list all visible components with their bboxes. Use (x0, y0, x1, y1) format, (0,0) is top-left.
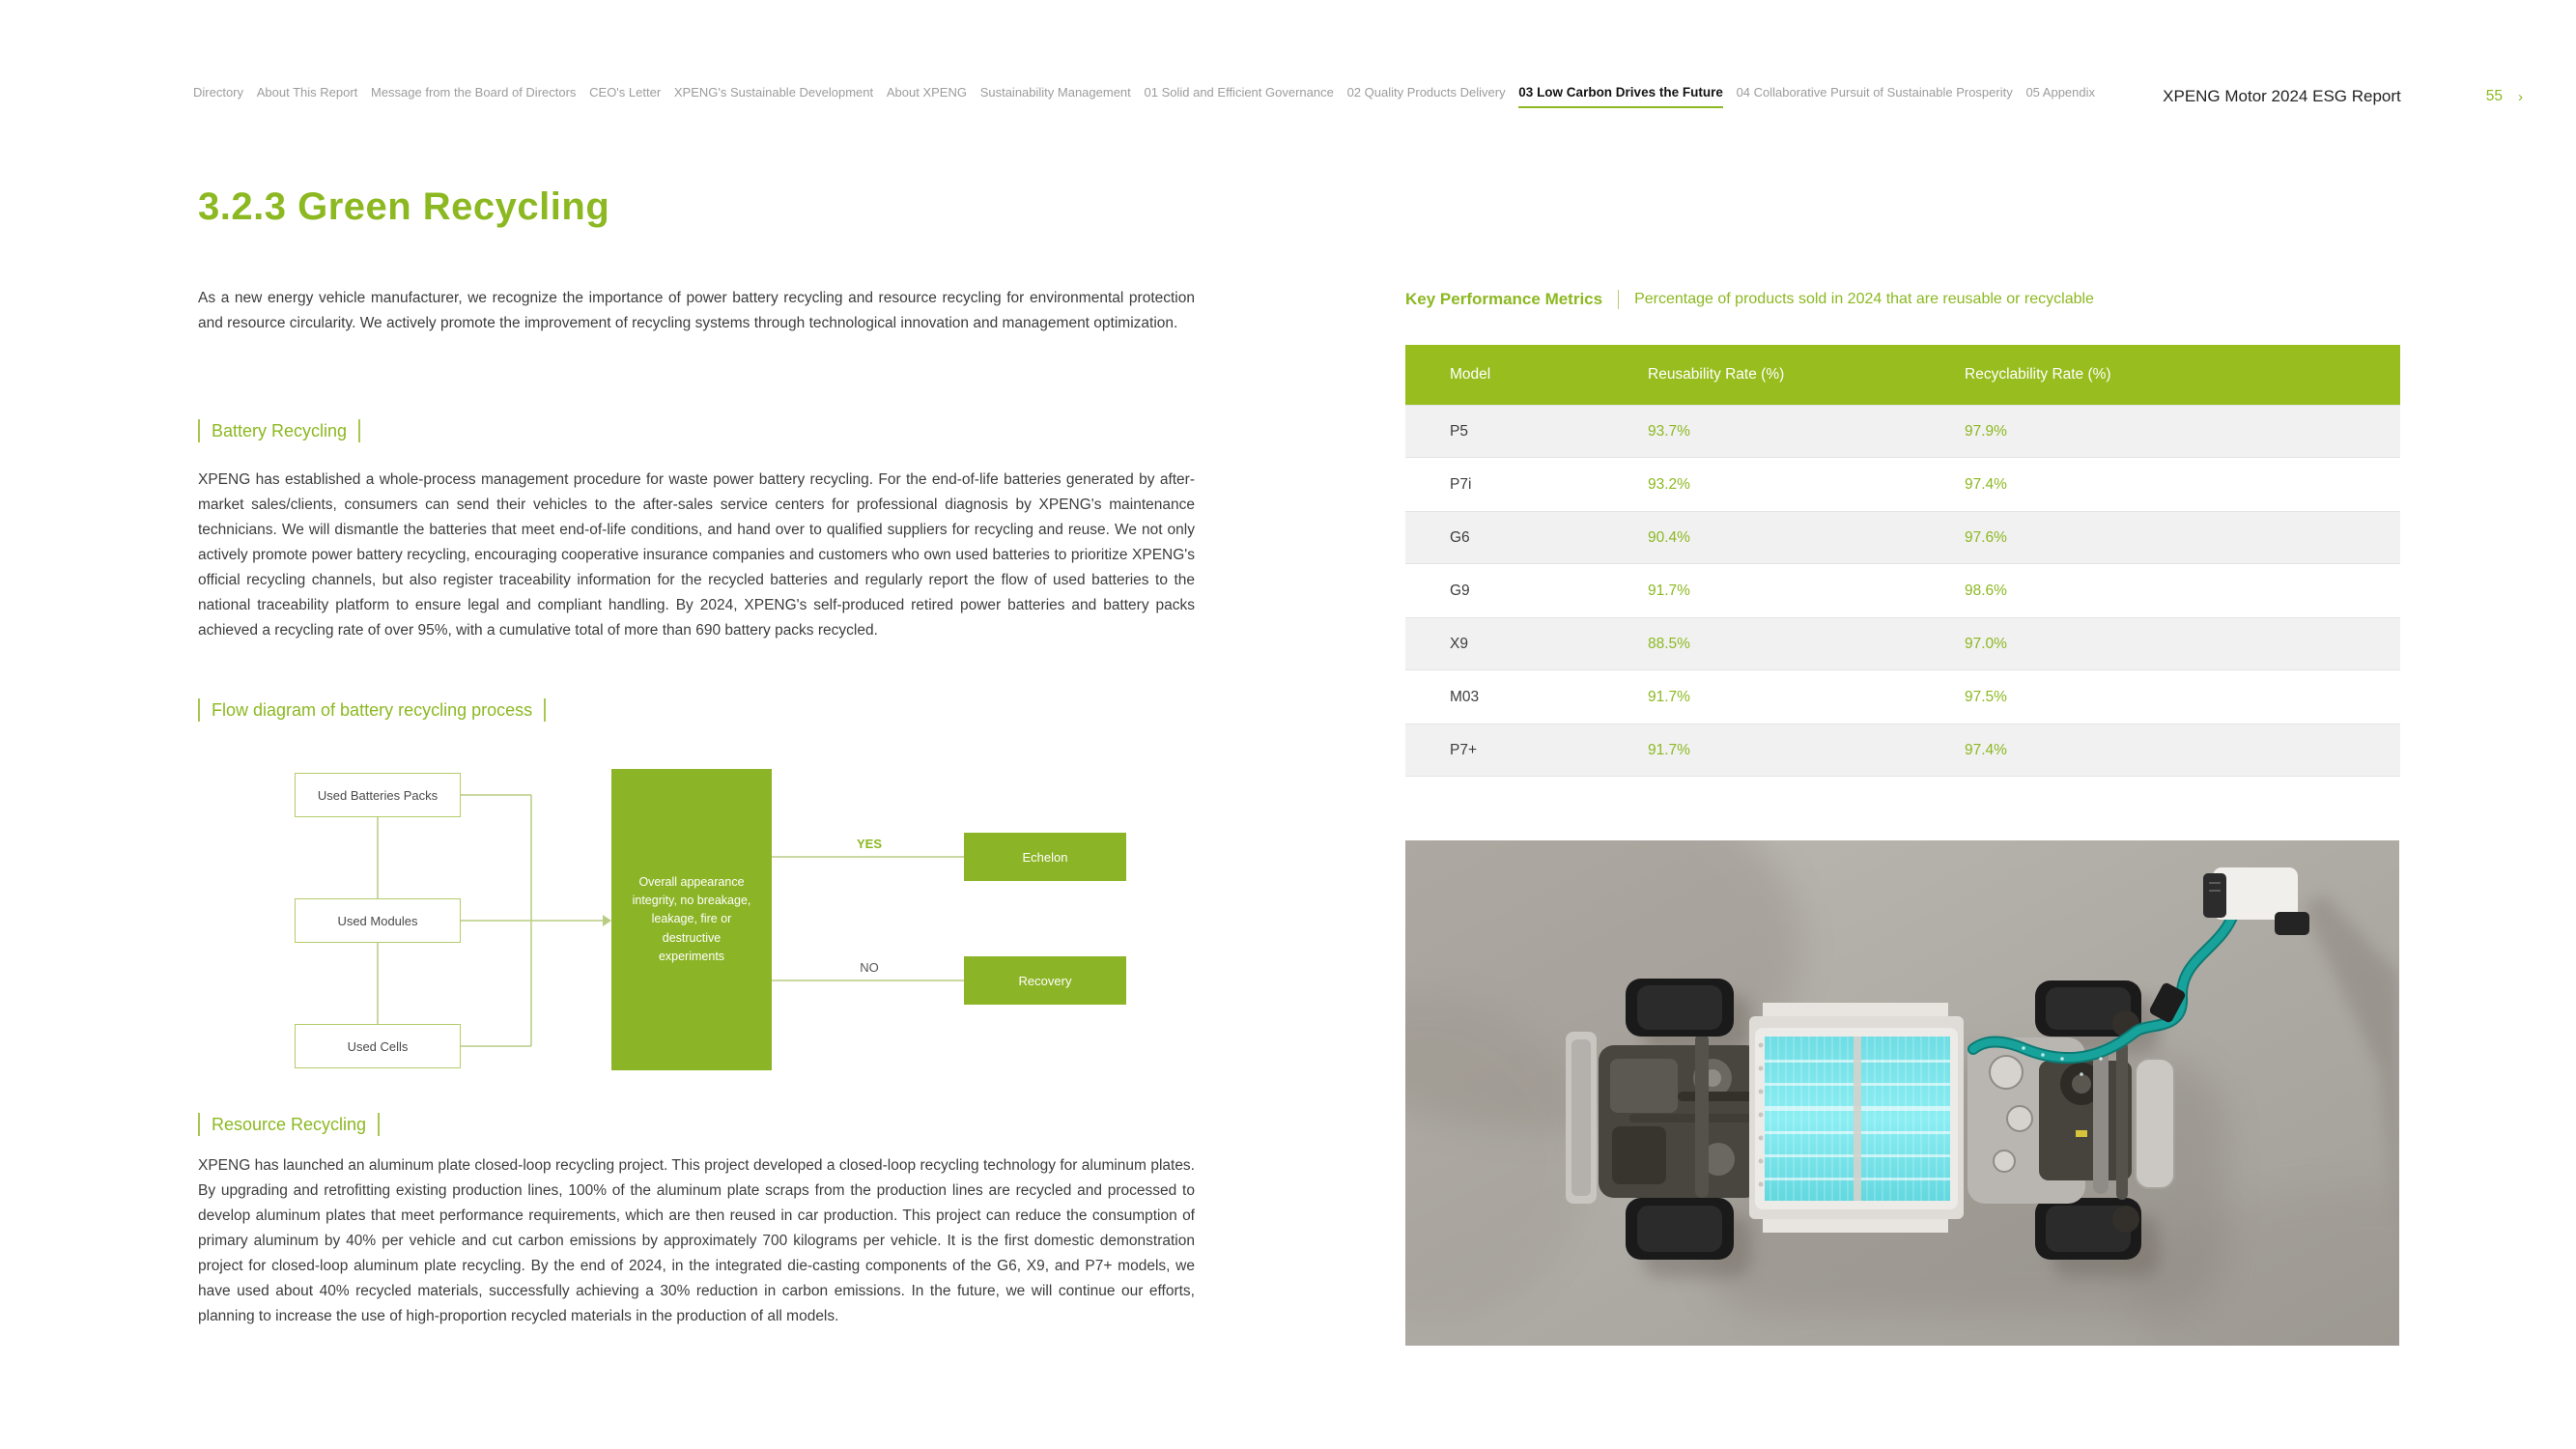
recyclability-cell: 98.6% (1965, 582, 2007, 599)
flow-node-used-cells: Used Cells (295, 1024, 461, 1068)
reusability-cell: 90.4% (1648, 528, 1690, 546)
recyclability-cell: 97.5% (1965, 688, 2007, 705)
resource-recycling-label: Resource Recycling (198, 1113, 380, 1136)
model-cell: M03 (1450, 688, 1480, 705)
battery-recycling-label: Battery Recycling (198, 419, 360, 442)
model-cell: G9 (1450, 582, 1470, 599)
table-row (1405, 511, 2400, 564)
nav-item-sustainable-development[interactable]: XPENG's Sustainable Development (673, 85, 874, 99)
flow-yes-label: YES (856, 837, 882, 851)
metrics-divider (1618, 290, 1619, 309)
reusability-cell: 93.2% (1648, 475, 1690, 493)
table-row (1405, 405, 2400, 458)
nav-item-01-governance[interactable]: 01 Solid and Efficient Governance (1144, 85, 1334, 99)
table-row (1405, 724, 2400, 777)
col-header-model: Model (1450, 366, 1491, 383)
chevron-right-icon[interactable]: › (2518, 88, 2523, 105)
flow-node-recovery: Recovery (964, 956, 1126, 1005)
top-navigation (193, 85, 2523, 108)
recyclability-cell: 97.6% (1965, 528, 2007, 546)
nav-item-03-low-carbon-active[interactable]: 03 Low Carbon Drives the Future (1518, 85, 1723, 108)
recyclability-cell: 97.4% (1965, 741, 2007, 758)
flow-node-echelon: Echelon (964, 833, 1126, 881)
page-number: 55 (2485, 88, 2503, 104)
nav-menu (193, 85, 2095, 108)
recyclability-cell: 97.4% (1965, 475, 2007, 493)
nav-item-about-xpeng[interactable]: About XPENG (886, 85, 967, 99)
resource-recycling-paragraph: XPENG has launched an aluminum plate closed-loop recycling project. This project developed a closed-loop recycling technology for aluminum plates. By upgrading and retrofitting existing production lines, 100% of the aluminum plate scraps from the production lines are recycled and processed to develop aluminum plates that meet performance requirements, which are then reused in car production. This project can reduce the consumption of primary aluminum by 40% per vehicle and cut carbon emissions by approximately 700 kilograms per vehicle. It is the first domestic demonstration project for closed-loop aluminum plate recycling. By the end of 2024, in the integrated die-casting components of the G6, X9, and P7+ models, we have used about 40% recycled materials, successfully achieving a 30% reduction in carbon emissions. In the future, we will continue our efforts, planning to increase the use of high-proportion recycled materials in the production of all models. (198, 1157, 1195, 1324)
nav-item-about-this-report[interactable]: About This Report (256, 85, 358, 99)
reusability-cell: 88.5% (1648, 635, 1690, 652)
battery-recycling-paragraph: XPENG has established a whole-process management procedure for waste power battery recycling. For the end-of-life batteries generated by after-market sales/clients, consumers can send their vehicles to the after-sales service centers for professional diagnosis by XPENG's maintenance technicians. We will dismantle the batteries that meet end-of-life conditions, and hand over to qualified suppliers for recycling and reuse. We not only actively promote power battery recycling, encouraging cooperative insurance companies and customers who own used batteries to prioritize XPENG's official recycling channels, but also register traceability information for the recycled batteries and regularly report the flow of used batteries to the national traceability platform to ensure legal and compliant handling. By 2024, XPENG's self-produced retired power batteries and battery packs achieved a recycling rate of over 95%, with a cumulative total of more than 690 battery packs recycled. (198, 471, 1195, 639)
page-indicator (2486, 88, 2523, 105)
kpi-table (1405, 345, 2400, 777)
flow-node-inspection: Overall appearance integrity, no breakage, leakage, fire or destructive experiments (611, 769, 772, 1070)
model-cell: P5 (1450, 422, 1468, 440)
col-header-recyclability: Recyclability Rate (%) (1965, 366, 2111, 383)
intro-paragraph: As a new energy vehicle manufacturer, we recognize the importance of power battery recycling and resource recycling for environmental protection and resource circularity. We actively promote the improvement of recycling systems through technological innovation and management optimization. (198, 290, 1195, 331)
reusability-cell: 91.7% (1648, 741, 1690, 758)
nav-item-02-quality[interactable]: 02 Quality Products Delivery (1346, 85, 1506, 99)
section-title: 3.2.3 Green Recycling (198, 185, 610, 228)
battery-recycling-flow-diagram (198, 755, 1193, 1079)
model-cell: P7+ (1450, 741, 1478, 758)
reusability-cell: 93.7% (1648, 422, 1690, 440)
chassis-illustration (1405, 840, 2399, 1346)
nav-item-04-prosperity[interactable]: 04 Collaborative Pursuit of Sustainable Prosperity (1736, 85, 2013, 99)
table-row (1405, 670, 2400, 724)
metrics-label: Key Performance Metrics (1405, 290, 1603, 308)
nav-item-05-appendix[interactable]: 05 Appendix (2025, 85, 2096, 99)
nav-item-sustainability-management[interactable]: Sustainability Management (979, 85, 1131, 99)
model-cell: G6 (1450, 528, 1470, 546)
table-row (1405, 617, 2400, 670)
flow-node-used-battery-packs: Used Batteries Packs (295, 773, 461, 817)
kpi-table-header-row (1405, 345, 2400, 405)
report-title: XPENG Motor 2024 ESG Report (2163, 87, 2401, 105)
reusability-cell: 91.7% (1648, 688, 1690, 705)
table-row (1405, 564, 2400, 617)
metrics-subtitle: Percentage of products sold in 2024 that are reusable or recyclable (1634, 291, 2094, 307)
nav-item-ceo-letter[interactable]: CEO's Letter (589, 85, 662, 99)
model-cell: X9 (1450, 635, 1468, 652)
flow-diagram-label: Flow diagram of battery recycling process (198, 698, 546, 722)
flow-no-label: NO (860, 960, 879, 975)
model-cell: P7i (1450, 475, 1472, 493)
recyclability-cell: 97.0% (1965, 635, 2007, 652)
table-row (1405, 458, 2400, 511)
flow-node-used-modules: Used Modules (295, 898, 461, 943)
ev-chassis-top-view-image (1405, 840, 2399, 1346)
nav-item-directory[interactable]: Directory (193, 85, 244, 99)
nav-item-board-message[interactable]: Message from the Board of Directors (371, 85, 577, 99)
col-header-reusability: Reusability Rate (%) (1648, 366, 1785, 383)
key-performance-metrics-header (1405, 290, 2400, 309)
recyclability-cell: 97.9% (1965, 422, 2007, 440)
kpi-table-body (1405, 405, 2400, 777)
reusability-cell: 91.7% (1648, 582, 1690, 599)
